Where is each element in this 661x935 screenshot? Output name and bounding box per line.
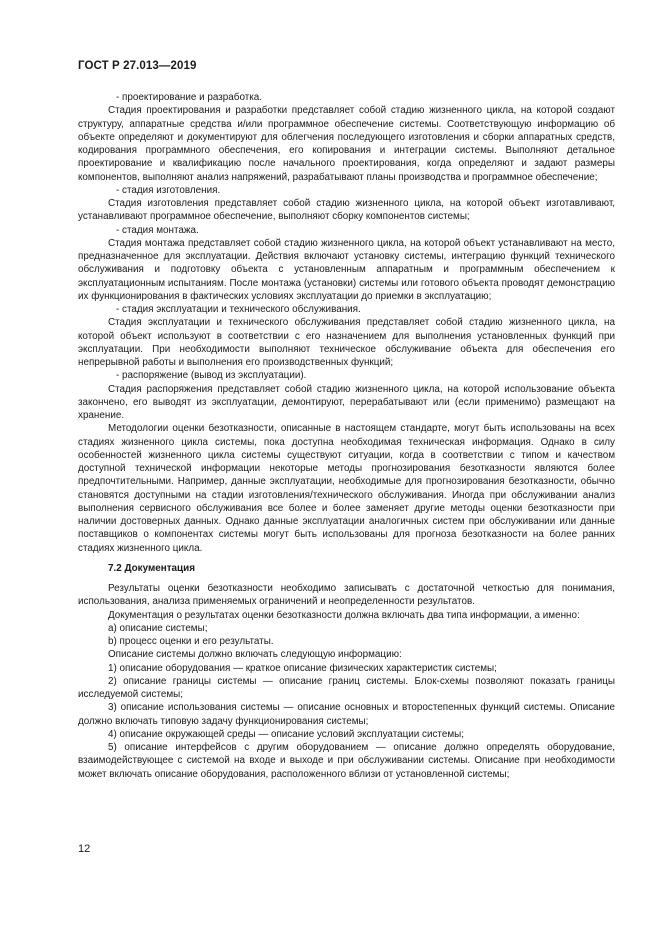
document-body (78, 91, 615, 781)
paragraph: Стадия эксплуатации и технического обслуживания представляет собой стадию жизненного цикла, на которой объект используют в соответствии с его назначением для выполнения установленных функций при эксплуатации. При необходимости выполняют техническое обслуживание объекта для обеспечения его непрерывной работы и выполнения его производственных функций; (78, 317, 615, 368)
paragraph: Описание системы должно включать следующую информацию: (108, 649, 402, 661)
paragraph: 5) описание интерфейсов с другим оборудованием — описание должно определять оборудование, взаимодействующее с системой на входе и выходе и при обслуживании системы. Описание при необходимости может включать описание оборудования, расположенного вблизи от установленной системы; (78, 742, 615, 780)
paragraph: - стадия изготовления. (116, 184, 221, 196)
paragraph: Результаты оценки безотказности необходимо записывать с достаточной четкостью для понимания, использования, анализа применяемых ограничений и неопределенности результатов. (78, 583, 615, 608)
paragraph: b) процесс оценки и его результаты. (108, 636, 274, 647)
paragraph: Стадия распоряжения представляет собой стадию жизненного цикла, на которой использование объекта закончено, его выводят из эксплуатации, демонтируют, перерабатывают или (если применимо) размещают на хранение. (78, 383, 615, 421)
paragraph: Стадия проектирования и разработки представляет собой стадию жизненного цикла, на которой создают структуру, аппаратные средства и/или программное обеспечение системы. Соответствующую информацию об объекте определяют и документируют для облегчения последующего изготовления и сборки аппаратных средств, кодирования программного обеспечения, его копирования и интеграции системы. Выполняют детальное проектирование и квалификацию после начального проектирования, когда определяют и задают размеры компонентов, выполняют анализ напряжений, разрабатывают планы производства и программное обеспечение; (78, 105, 615, 183)
paragraph: 4) описание окружающей среды — описание условий эксплуатации системы; (108, 728, 464, 740)
paragraph: 1) описание оборудования — краткое описание физических характеристик системы; (108, 662, 497, 674)
paragraph: Стадия монтажа представляет собой стадию жизненного цикла, на которой объект устанавливают на место, предназначенное для эксплуатации. Действия включают установку системы, интеграцию функций технического обслуживания и подготовку объекта с установленным аппаратным и программным обеспечением к эксплуатационным испытаниям. После монтажа (установки) системы или готового объекта проводят демонстрацию их функционирования в фактических условиях эксплуатации до приемки в эксплуатацию; (78, 237, 615, 302)
paragraph: - стадия монтажа. (116, 224, 199, 236)
section-heading: 7.2 Документация (108, 562, 195, 574)
paragraph: Документация о результатах оценки безотказности должна включать два типа информации, а именно: (108, 609, 580, 621)
paragraph: - стадия эксплуатации и технического обслуживания. (116, 304, 361, 315)
paragraph: Методологии оценки безотказности, описанные в настоящем стандарте, могут быть использованы на всех стадиях жизненного цикла системы, пока доступна необходимая техническая информация. Однако в силу особенностей жизненного цикла системы существуют ситуации, когда в соответствии с типом и качеством доступной технической информации некоторые методы прогнозирования безотказности являются более предпочтительными. Например, данные эксплуатации, необходимые для прогнозирования безотказности, обычно становятся доступными на стадии изготовления/технического обслуживания. Иногда при обслуживании анализ выполнения сервисного обслуживания все более и более заменяет другие методы оценки безотказности при наличии достоверных данных. Однако данные эксплуатации аналогичных систем при обслуживании или данные поставщиков о компонентах системы могут быть использованы для прогноза безотказности на более ранних стадиях жизненного цикла. (78, 423, 615, 554)
paragraph: 2) описание границы системы — описание границ системы. Блок-схемы позволяют показать границы исследуемой системы; (78, 675, 615, 700)
page-number: 12 (78, 843, 91, 855)
paragraph: a) описание системы; (108, 622, 208, 634)
paragraph: Стадия изготовления представляет собой стадию жизненного цикла, на которой объект изготавливают, устанавливают программное обеспечение, выполняют сборку компонентов системы; (78, 198, 615, 223)
paragraph: 3) описание использования системы — описание основных и второстепенных функций системы. Описание должно включать типовую задачу функционирования системы; (78, 702, 615, 727)
document-header: ГОСТ Р 27.013—2019 (78, 60, 197, 72)
paragraph: - распоряжение (вывод из эксплуатации). (116, 370, 307, 382)
paragraph: - проектирование и разработка. (116, 92, 263, 103)
